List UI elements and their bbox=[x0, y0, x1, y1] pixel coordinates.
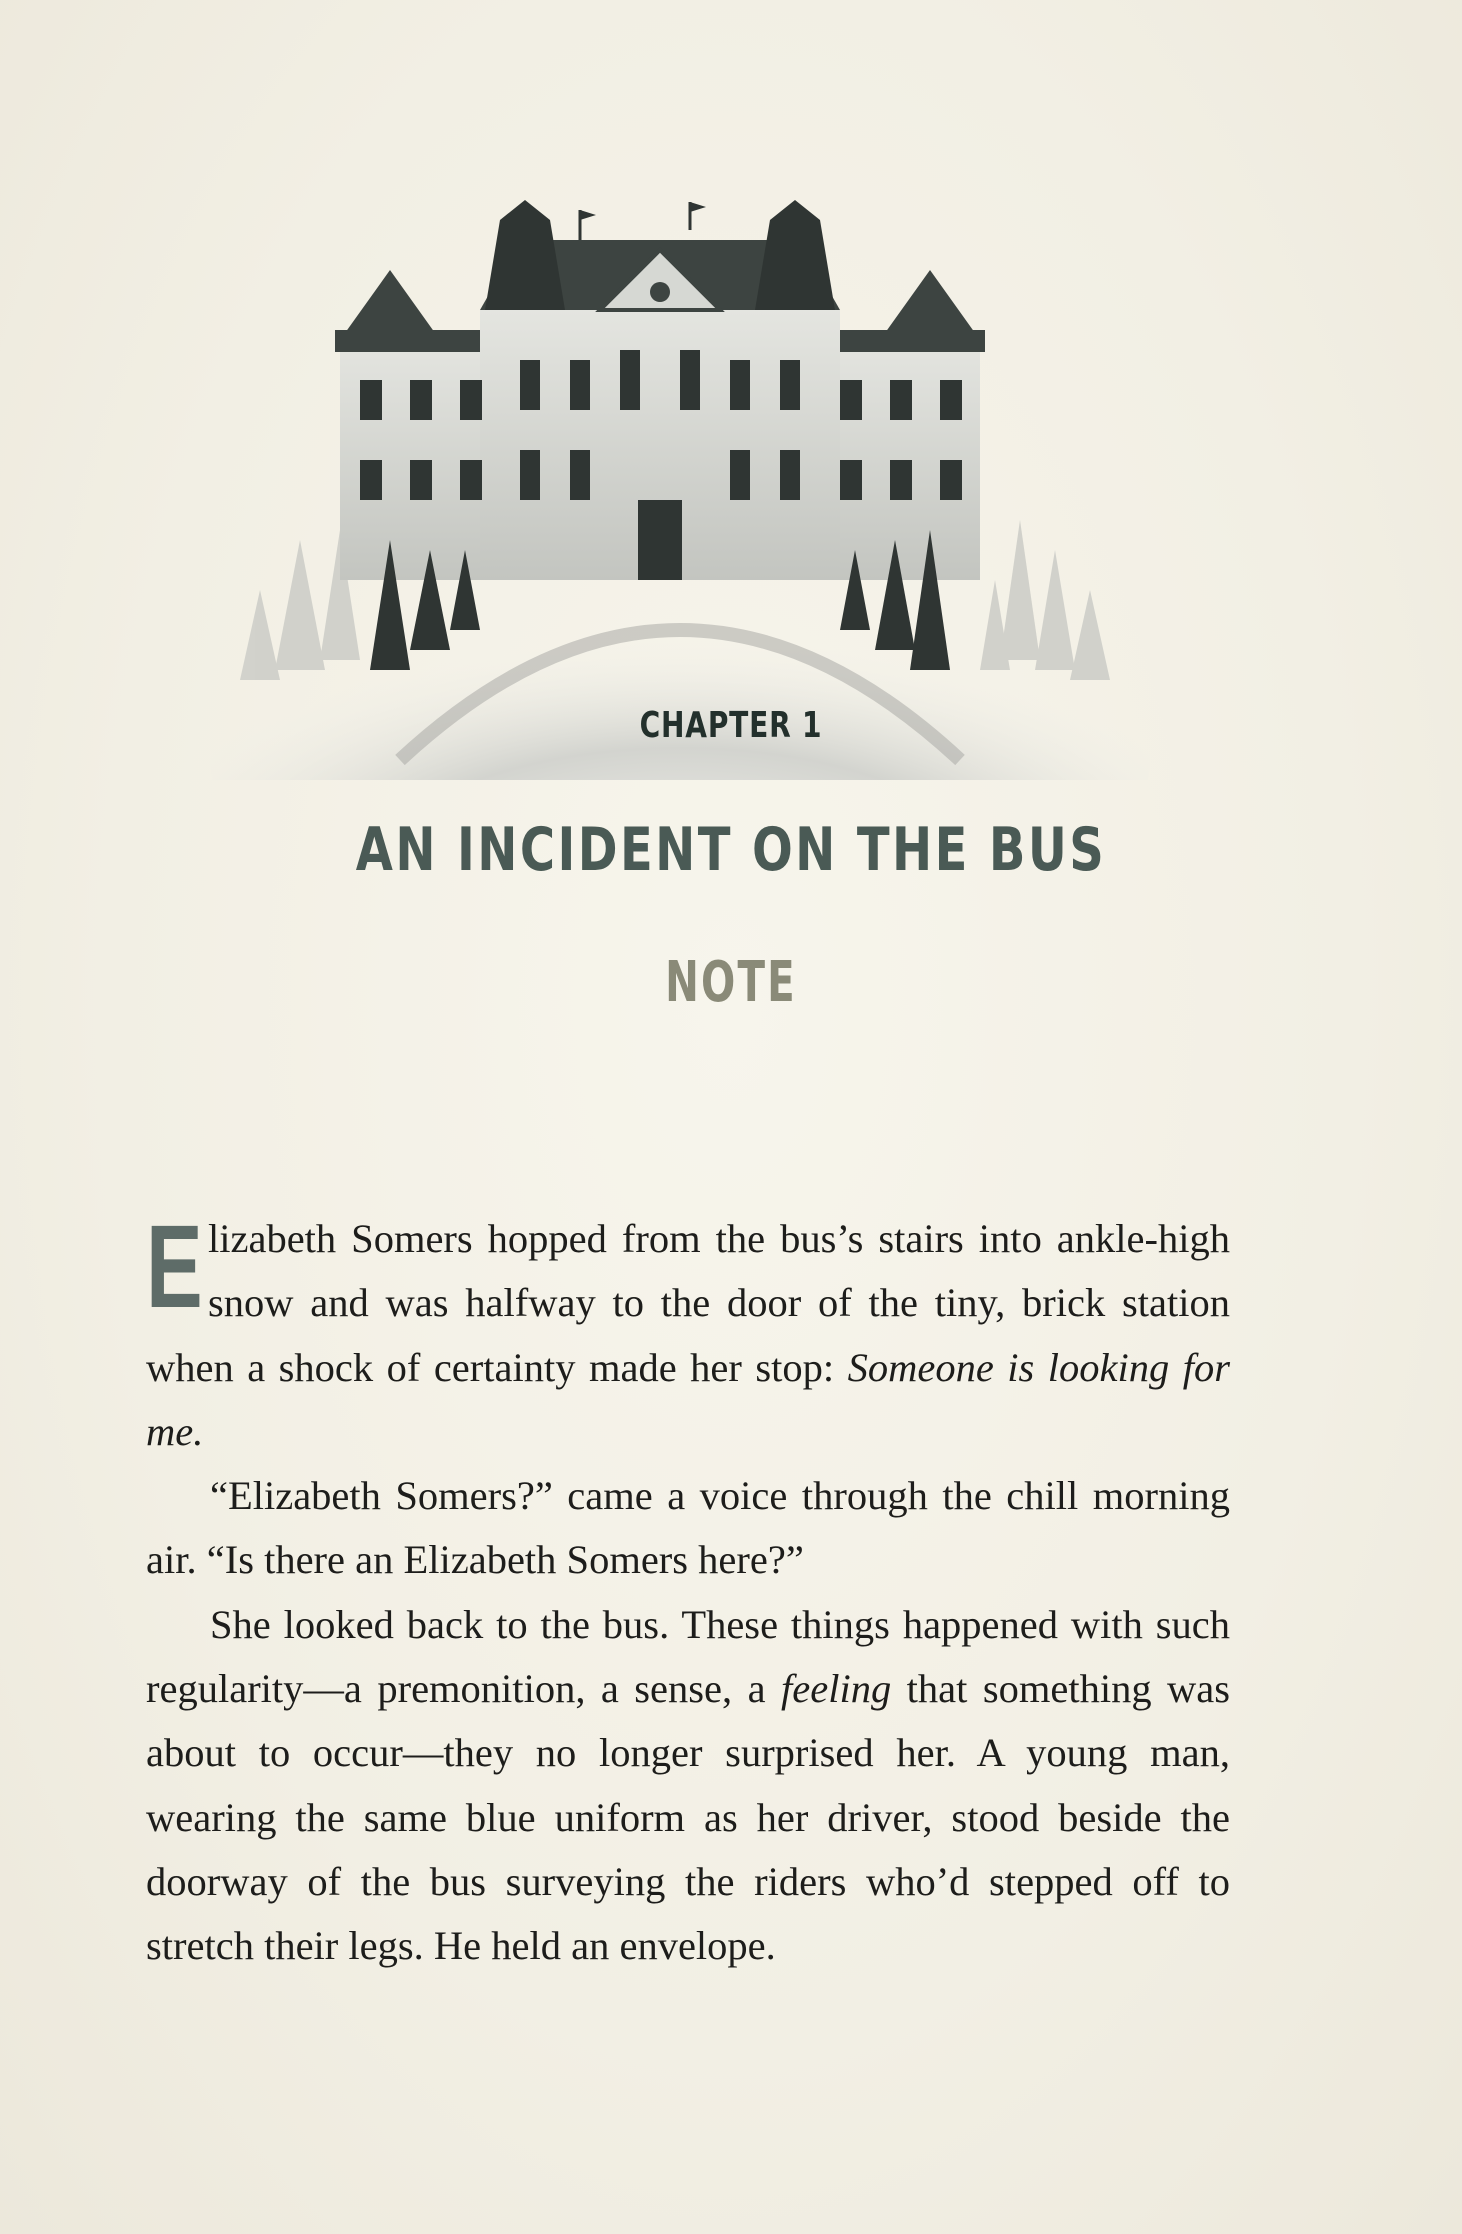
paragraph-3-italic: feeling bbox=[781, 1666, 892, 1712]
chapter-title: AN INCIDENT ON THE BUS bbox=[355, 815, 1107, 885]
mansion-building bbox=[335, 200, 985, 580]
chapter-note: NOTE bbox=[665, 950, 797, 1015]
paragraph-1 bbox=[146, 1201, 1230, 1464]
paragraph-1-italic: Someone is looking for me. bbox=[146, 1344, 1230, 1454]
drop-cap: E bbox=[146, 1201, 203, 1333]
chapter-label: CHAPTER 1 bbox=[639, 705, 823, 746]
body-text bbox=[146, 1201, 1230, 1979]
paragraph-3-text-after: that something was about to occur—they no longer surprised her. A young man, wearing the same blue uniform as her driver, stood beside the doorway of the bus surveying the riders who’d stepped off to stretch their legs. He held an envelope. bbox=[146, 1666, 1230, 1969]
paragraph-3-text-before: She looked back to the bus. These things happened with such regularity—a premonition, a sense, a bbox=[146, 1601, 1230, 1712]
mansion-illustration bbox=[180, 200, 1180, 780]
paragraph-1-text: lizabeth Somers hopped from the bus’s stairs into ankle-high snow and was halfway to the door of the tiny, brick station when a shock of certainty made her stop: bbox=[146, 1216, 1230, 1390]
paragraph-2: “Elizabeth Somers?” came a voice through the chill morning air. “Is there an Elizabeth Somers here?” bbox=[146, 1473, 1230, 1583]
paragraph-3 bbox=[146, 1593, 1230, 1979]
